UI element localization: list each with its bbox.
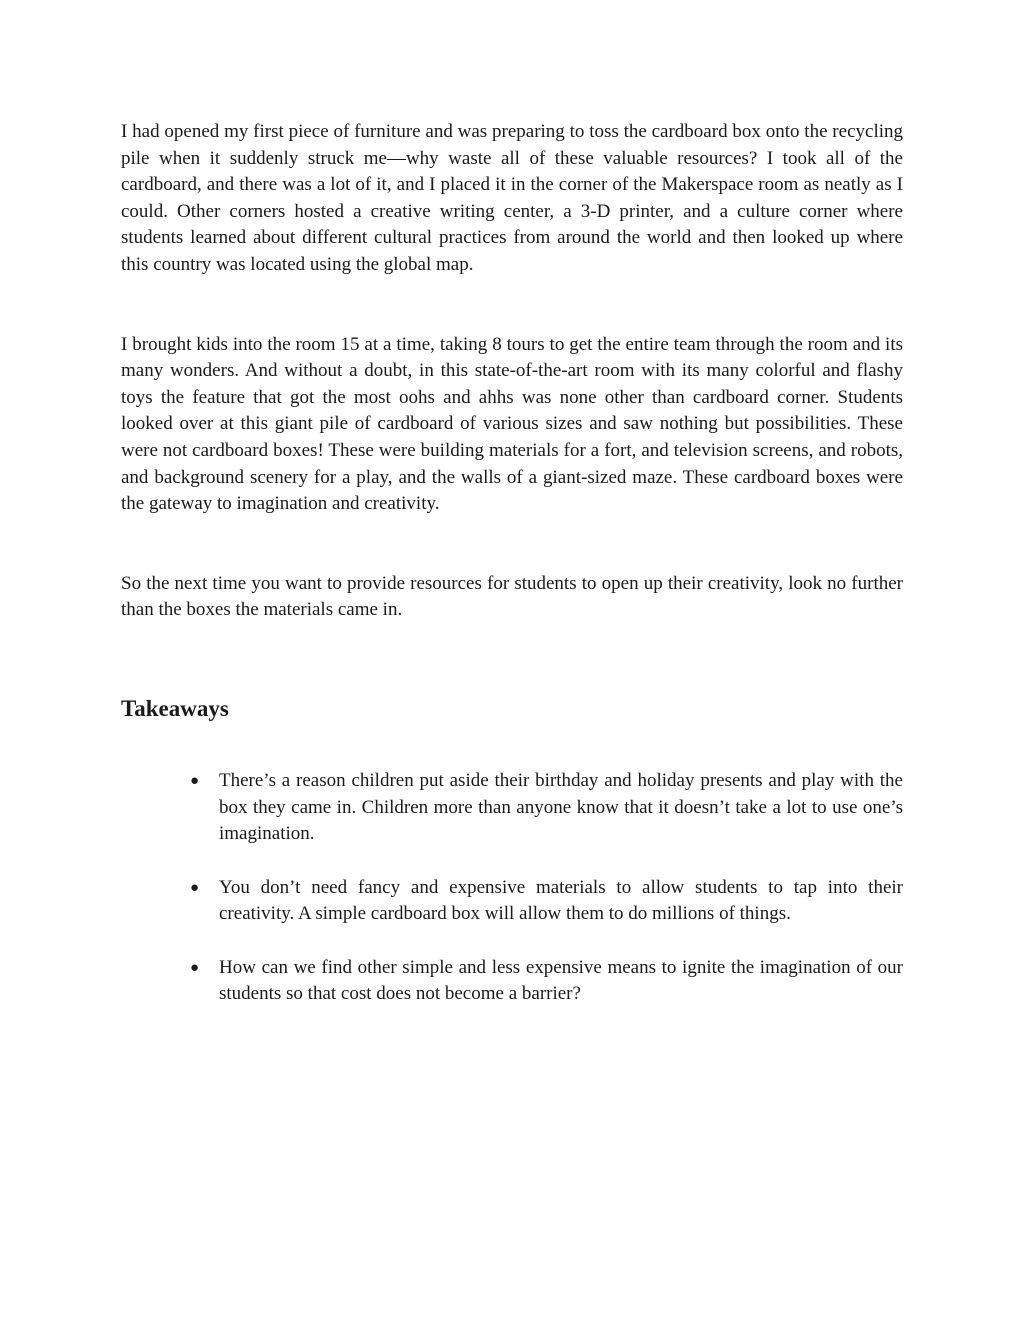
body-paragraph-1: I had opened my first piece of furniture and was preparing to toss the cardboard box onto the recycling pile when it suddenly struck me—why waste all of these valuable resources? I took all of the cardboard, and there was a lot of it, and I placed it in the corner of the Makerspace room as neatly as I could. Other corners hosted a creative writing center, a 3-D printer, and a culture corner where students learned about different cultural practices from around the world and then looked up where this country was located using the global map. [121,121,903,275]
bullet-icon: ● [190,772,200,789]
document-page [121,119,903,1008]
takeaways-heading: Takeaways [121,695,229,721]
takeaway-text-3: How can we find other simple and less expensive means to ignite the imagination of our students so that cost does not become a barrier? [219,956,903,1005]
takeaways-list [121,768,903,1008]
takeaway-item-3 [190,955,903,1008]
takeaway-text-1: There’s a reason children put aside their birthday and holiday presents and play with the box they came in. Children more than anyone know that it doesn’t take a lot to use one’s imagination. [219,769,903,845]
takeaway-text-2: You don’t need fancy and expensive materials to allow students to tap into their creativity. A simple cardboard box will allow them to do millions of things. [219,876,903,925]
bullet-icon: ● [190,879,200,896]
body-paragraph-3: So the next time you want to provide resources for students to open up their creativity, look no further than the boxes the materials came in. [121,572,903,621]
body-paragraph-2: I brought kids into the room 15 at a time, taking 8 tours to get the entire team through the room and its many wonders. And without a doubt, in this state-of-the-art room with its many colorful and flashy toys the feature that got the most oohs and ahhs was none other than cardboard corner. Students looked over at this giant pile of cardboard of various sizes and saw nothing but possibilities. These were not cardboard boxes! These were building materials for a fort, and television screens, and robots, and background scenery for a play, and the walls of a giant-sized maze. These cardboard boxes were the gateway to imagination and creativity. [121,333,903,515]
takeaway-item-1 [190,768,903,848]
takeaway-item-2 [190,875,903,928]
bullet-icon: ● [190,959,200,976]
